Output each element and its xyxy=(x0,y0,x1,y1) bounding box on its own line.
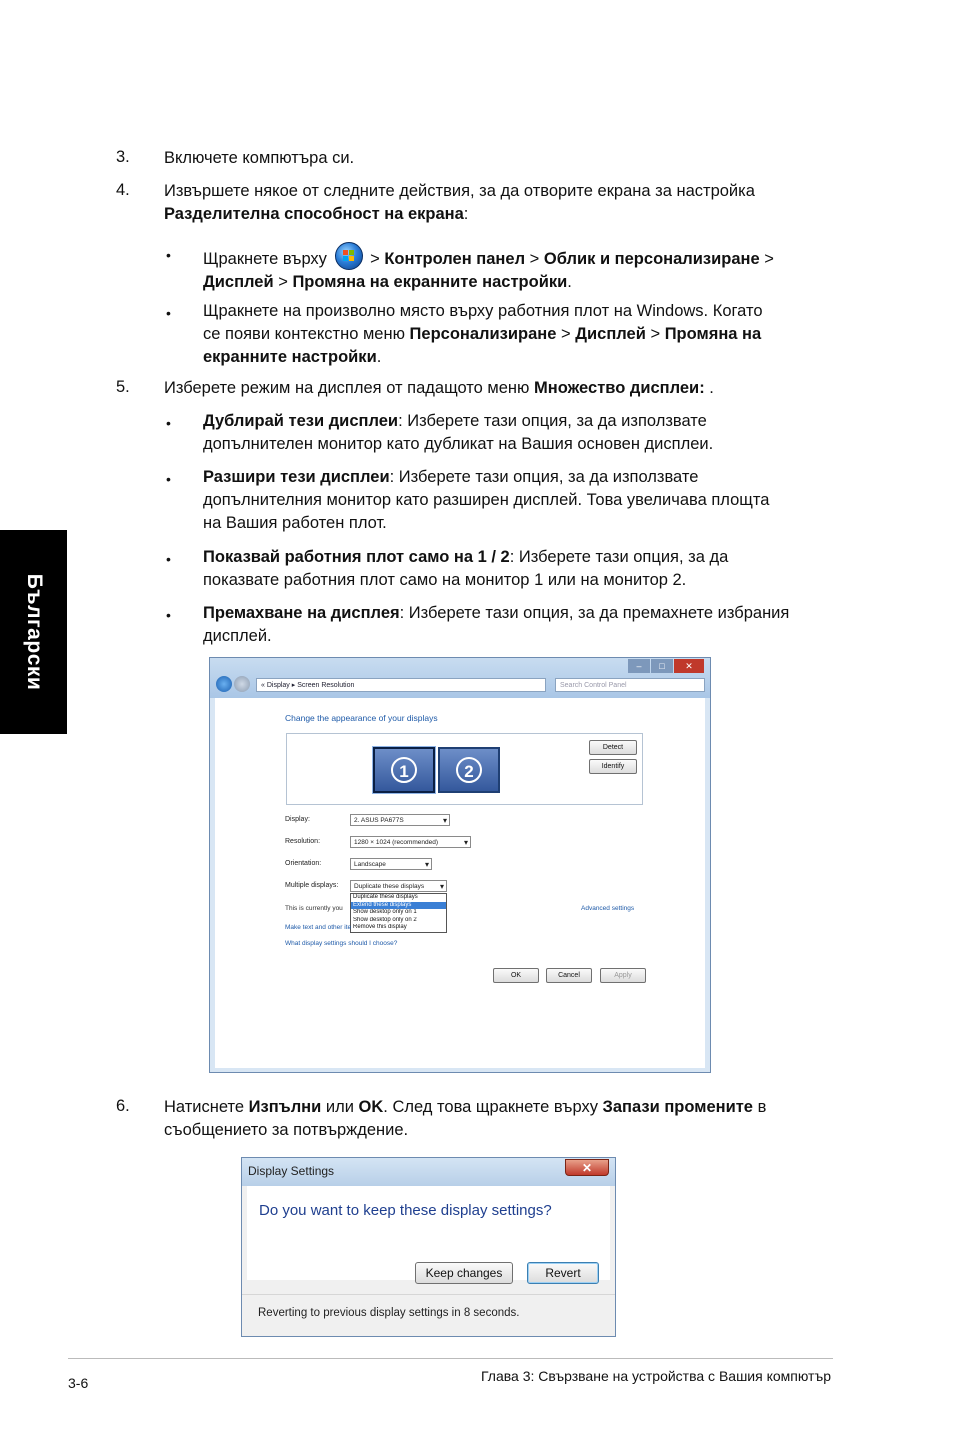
dropdown-option[interactable]: Show desktop only on 2 xyxy=(353,916,417,923)
bullet: • xyxy=(166,551,171,567)
screen-resolution-window xyxy=(209,657,711,1073)
orientation-label: Orientation: xyxy=(285,860,322,867)
dropdown-option[interactable]: Remove this display xyxy=(353,924,407,930)
multiple-displays-select[interactable]: Duplicate these displays ▾ xyxy=(350,880,447,892)
bullet-sep: > xyxy=(759,250,774,268)
bullet-sep: > xyxy=(365,250,385,268)
display-settings-dialog xyxy=(241,1157,616,1337)
step-5-bullet-remove xyxy=(203,602,833,648)
maximize-icon[interactable]: □ xyxy=(651,659,673,673)
bullet-bold: Персонализиране xyxy=(409,325,557,343)
resolution-select[interactable]: 1280 × 1024 (recommended) ▾ xyxy=(350,836,471,848)
dialog-question: Do you want to keep these display settings? xyxy=(259,1202,552,1219)
step-5-bullet-extend xyxy=(203,466,833,535)
step-6-line2: съобщението за потвърждение. xyxy=(164,1121,409,1139)
step-3-text: Включете компютъра си. xyxy=(164,149,355,167)
bullet-text: на Вашия работен плот. xyxy=(203,514,387,532)
bullet-text: дисплей. xyxy=(203,627,272,645)
multiple-displays-dropdown xyxy=(350,893,447,933)
bullet-text: Щракнете на произволно място върху работния плот на Windows. Когато xyxy=(203,302,763,320)
bullet-bold: екранните настройки xyxy=(203,348,377,366)
ok-button[interactable]: OK xyxy=(493,968,539,983)
bullet-sep: > xyxy=(273,273,293,291)
bullet-bold: Показвай работния плот само на 1 / 2 xyxy=(203,548,510,566)
bullet-text: Щракнете върху xyxy=(203,250,332,268)
forward-arrow-icon[interactable] xyxy=(234,676,250,692)
step-6-part: или xyxy=(321,1098,359,1116)
window-content xyxy=(215,698,705,1068)
step-4-bold: Разделителна способност на екрана xyxy=(164,205,464,223)
bullet: • xyxy=(166,305,171,321)
bullet-text: показвате работния плот само на монитор 1 или на монитор 2. xyxy=(203,571,687,589)
advanced-settings-link[interactable]: Advanced settings xyxy=(581,905,635,912)
search-input[interactable]: Search Control Panel xyxy=(555,678,705,692)
monitor-1[interactable] xyxy=(373,747,435,793)
page-number: 3-6 xyxy=(68,1375,89,1391)
dialog-footer-divider xyxy=(242,1294,615,1295)
step-6-bold: Изпълни xyxy=(248,1098,322,1116)
step-6-part: в xyxy=(753,1098,767,1116)
bullet-sep: . xyxy=(567,273,572,291)
keep-changes-button[interactable]: Keep changes xyxy=(415,1262,513,1284)
step-5-number: 5. xyxy=(116,378,130,396)
language-tab xyxy=(0,530,67,734)
bullet: • xyxy=(166,247,171,263)
step-4-line1: Извършете някое от следните действия, за да отворите екрана за настройка xyxy=(164,182,755,200)
footer-divider xyxy=(68,1358,833,1359)
step-5-end: . xyxy=(704,379,714,397)
address-bar[interactable]: « Display ▸ Screen Resolution xyxy=(256,678,546,692)
cancel-button[interactable]: Cancel xyxy=(546,968,592,983)
display-select[interactable]: 2. ASUS PA677S ▾ xyxy=(350,814,450,826)
orientation-select[interactable]: Landscape ▾ xyxy=(350,858,432,870)
dropdown-option[interactable]: Extend these displays xyxy=(351,902,446,910)
bullet-sep: > xyxy=(525,250,544,268)
bullet: • xyxy=(166,471,171,487)
resolution-label: Resolution: xyxy=(285,838,321,845)
multiple-displays-label: Multiple displays: xyxy=(285,882,339,889)
display-label: Display: xyxy=(285,816,310,823)
windows-start-orb-icon xyxy=(335,242,363,270)
step-6-bold: OK xyxy=(358,1098,384,1116)
revert-button[interactable]: Revert xyxy=(527,1262,599,1284)
bullet-text: : Изберете тази опция, за да използвате xyxy=(398,412,707,430)
step-4-bullet-2 xyxy=(203,300,833,369)
step-6-number: 6. xyxy=(116,1097,130,1115)
bullet-bold: Дублирай тези дисплеи xyxy=(203,412,399,430)
bullet-text: допълнителния монитор като разширен дисплей. Това увеличава площта xyxy=(203,491,770,509)
revert-countdown-message: Reverting to previous display settings in 8 seconds. xyxy=(258,1307,520,1319)
apply-button[interactable]: Apply xyxy=(600,968,646,983)
bullet-bold: Премахване на дисплея xyxy=(203,604,400,622)
monitor-preview xyxy=(286,733,643,805)
step-4-number: 4. xyxy=(116,181,130,199)
step-6-part: . След това щракнете върху xyxy=(383,1098,603,1116)
monitor-1-label: 1 xyxy=(391,757,417,783)
minimize-icon[interactable]: – xyxy=(628,659,650,673)
step-3-number: 3. xyxy=(116,148,130,166)
bullet: • xyxy=(166,415,171,431)
dropdown-option[interactable]: Show desktop only on 1 xyxy=(353,909,417,915)
bullet-sep: > xyxy=(645,325,665,343)
step-6-text xyxy=(164,1096,834,1142)
chapter-title: Глава 3: Свързване на устройства с Вашия компютър xyxy=(481,1368,831,1384)
close-icon[interactable]: ✕ xyxy=(565,1159,609,1176)
step-4-bullet-1 xyxy=(203,242,833,294)
make-text-larger-link[interactable]: Make text and other ite xyxy=(285,924,352,931)
window-titlebar xyxy=(210,658,710,698)
bullet-sep: . xyxy=(376,348,382,366)
bullet-text: допълнителен монитор като дубликат на Вашия основен дисплеи. xyxy=(203,435,714,453)
bullet-bold: Облик и персонализиране xyxy=(543,250,760,268)
step-5-text xyxy=(164,377,714,400)
current-display-text: This is currently you xyxy=(285,905,343,912)
step-6-part: Натиснете xyxy=(164,1098,249,1116)
language-tab-label: Български xyxy=(22,573,46,691)
bullet-text: : Изберете тази опция, за да използвате xyxy=(389,468,699,486)
bullet-bold: Контролен панел xyxy=(384,250,526,268)
bullet-text: : Изберете тази опция, за да премахнете избрания xyxy=(399,604,790,622)
detect-button[interactable]: Detect xyxy=(589,740,637,755)
step-4-end: : xyxy=(463,205,469,223)
identify-button[interactable]: Identify xyxy=(589,759,637,774)
step-5-bold: Множество дисплеи: xyxy=(534,379,705,397)
dropdown-option[interactable]: Duplicate these displays xyxy=(353,894,418,900)
step-5-bullet-duplicate xyxy=(203,410,833,456)
bullet-text: : Изберете тази опция, за да xyxy=(509,548,729,566)
step-5-line: Изберете режим на дисплея от падащото меню xyxy=(164,379,534,397)
step-6-bold: Запази промените xyxy=(602,1098,753,1116)
dialog-title: Display Settings xyxy=(248,1164,335,1178)
bullet-bold: Разшири тези дисплеи xyxy=(203,468,390,486)
monitor-2[interactable] xyxy=(438,747,500,793)
display-settings-help-link[interactable]: What display settings should I choose? xyxy=(285,940,398,947)
close-icon[interactable]: ✕ xyxy=(674,659,704,673)
bullet-bold: Промяна на екранните настройки xyxy=(292,273,568,291)
step-5-bullet-show-only xyxy=(203,546,833,592)
page-title: Change the appearance of your displays xyxy=(285,713,438,723)
back-arrow-icon[interactable] xyxy=(216,676,232,692)
step-4-text xyxy=(164,180,824,226)
bullet-text: се появи контекстно меню xyxy=(203,325,410,343)
bullet-bold: Дисплей xyxy=(203,273,274,291)
bullet-bold: Дисплей xyxy=(575,325,646,343)
bullet-bold: Промяна на xyxy=(664,325,762,343)
dialog-titlebar xyxy=(242,1158,615,1186)
monitor-2-label: 2 xyxy=(456,757,482,783)
bullet-sep: > xyxy=(556,325,576,343)
bullet: • xyxy=(166,607,171,623)
